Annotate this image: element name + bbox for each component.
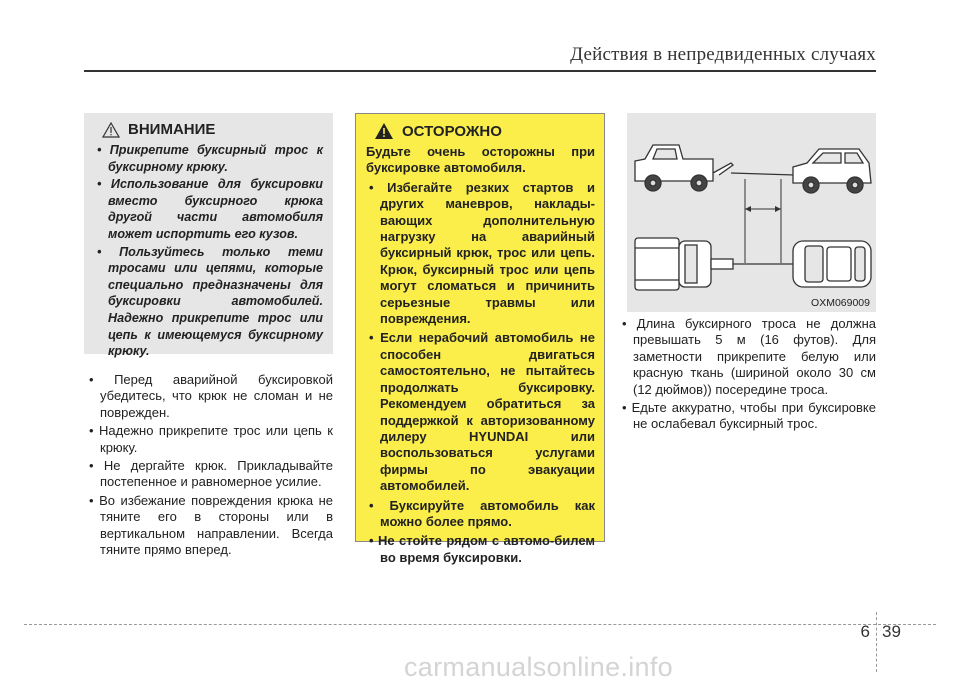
caution-title [366, 122, 595, 140]
header-divider [84, 70, 876, 72]
caution-intro: Будьте очень осторожны при буксировке автомобиля. [366, 144, 595, 176]
tow-rope-side [731, 173, 795, 175]
chapter-number: 6 [860, 622, 870, 641]
list-item: • Едьте аккуратно, чтобы при буксировке не ослабевал буксирный трос. [617, 400, 876, 433]
tow-truck-side-icon [635, 145, 733, 191]
warning-item: • Пользуйтесь только теми тросами или цепями, которые специально предназначены для буксировки автомобилей. Надежно прикрепите трос или цепь к имеющемуся буксирному крюку. [94, 244, 323, 360]
warning-item: • Прикрепите буксирный трос к буксирному крюку. [94, 142, 323, 175]
warning-title-text: ВНИМАНИЕ [128, 121, 216, 138]
left-bullet-list [84, 372, 333, 560]
list-item: • Надежно прикрепите трос или цепь к крюку. [84, 423, 333, 456]
page-title: Действия в непредвиденных случаях [570, 44, 876, 65]
caution-triangle-icon [374, 122, 394, 140]
suv-top-icon [793, 241, 871, 287]
page-number-separator [876, 612, 877, 672]
figure-code: OXM069009 [811, 297, 870, 309]
warning-list [94, 142, 323, 360]
towing-diagram [627, 113, 876, 312]
arrow-head-left [745, 206, 751, 212]
tow-truck-top-icon [635, 238, 733, 290]
caution-item: • Если нерабочий автомобиль не способен двигаться самостоятельно, не пытайтесь продолжать буксировку. Рекомендуем обратиться за поддержкой к авторизованному дилеру HYUNDAI или воспользоваться услугами фирмы по эвакуации автомобилей. [366, 330, 595, 494]
list-item: • Не дергайте крюк. Прикладывайте постепенное и равномерное усилие. [84, 458, 333, 491]
list-item: • Длина буксирного троса не должна превышать 5 м (16 футов). Для заметности прикрепите белую или красную ткань (шириной около 30 см (12 дюймов)) посередине троса. [617, 316, 876, 398]
towing-illustration [627, 113, 876, 312]
arrow-head-right [775, 206, 781, 212]
caution-box [355, 113, 605, 565]
page-number: 39 [882, 622, 901, 641]
suv-side-icon [793, 149, 871, 193]
caution-list [366, 180, 595, 566]
caution-item: • Не стойте рядом с автомо-билем во время буксировки. [366, 533, 595, 566]
list-item: • Перед аварийной буксировкой убедитесь, что крюк не сломан и не поврежден. [84, 372, 333, 421]
warning-title [94, 121, 323, 138]
watermark: carmanualsonline.info [404, 652, 673, 682]
warning-box [84, 113, 333, 359]
caution-item: • Избегайте резких стартов и других маневров, наклады-вающих дополнительную нагрузку на аварийный буксирный крюк, трос или цепь. Крюк, буксирный трос или цепь могут сломаться и причинить серьезные травмы или повреждения. [366, 180, 595, 328]
warning-triangle-icon [102, 122, 120, 138]
caution-title-text: ОСТОРОЖНО [402, 122, 502, 140]
list-item: • Во избежание повреждения крюка не тяните его в стороны или в вертикальном направлении. Всегда тяните прямо вперед. [84, 493, 333, 559]
warning-item: • Использование для буксировки вместо буксирного крюка другой части автомобиля может испортить его кузов. [94, 176, 323, 242]
right-bullet-list [617, 316, 876, 435]
footer-divider [24, 624, 936, 625]
caution-item: • Буксируйте автомобиль как можно более прямо. [366, 498, 595, 531]
